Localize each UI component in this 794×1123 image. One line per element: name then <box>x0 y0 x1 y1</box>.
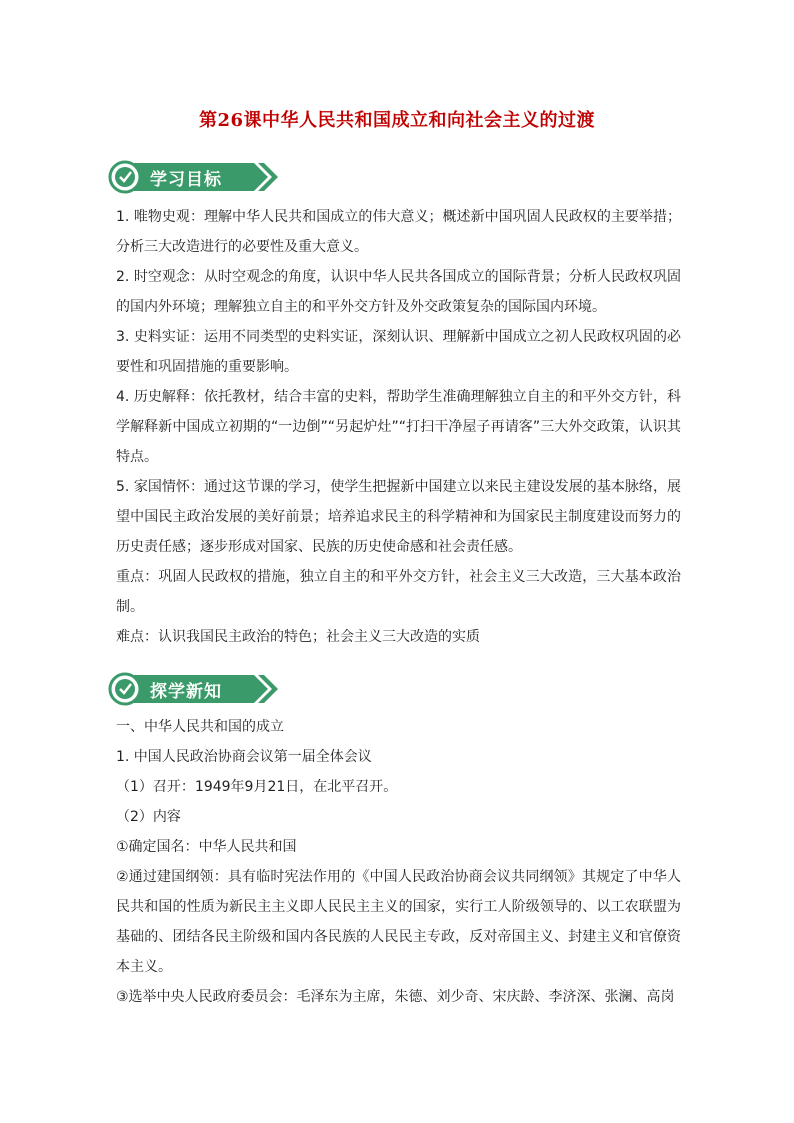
section-banner-new-knowledge <box>108 672 278 706</box>
page-title: 第26课中华人民共和国成立和向社会主义的过渡 <box>198 110 596 131</box>
content-paragraph: （1）召开：1949年9月21日，在北平召开。 <box>116 779 398 795</box>
content-paragraph: ②通过建国纲领：具有临时宪法作用的《中国人民政治协商会议共同纲领》其规定了中华人民共和国的性质为新民主主义即人民民主主义的国家，实行工人阶级领导的、以工农联盟为基础的、团结各民主阶级和国内各民族的人民民主专政，反对帝国主义、封建主义和官僚资本主义。 <box>116 869 681 975</box>
key-points-paragraph: 重点：巩固人民政权的措施，独立自主的和平外交方针，社会主义三大改造，三大基本政治制。 <box>116 569 681 615</box>
objective-paragraph: 4. 历史解释：依托教材，结合丰富的史料，帮助学生准确理解独立自主的和平外交方针，科学解释新中国成立初期的“一边倒”“另起炉灶”“打扫干净屋子再请客”三大外交政策，认识其特点。 <box>116 389 681 465</box>
content-paragraph: ③选举中央人民政府委员会：毛泽东为主席，朱德、刘少奇、宋庆龄、李济深、张澜、高岗 <box>116 989 675 1005</box>
objective-paragraph: 1. 唯物史观：理解中华人民共和国成立的伟大意义；概述新中国巩固人民政权的主要举措；分析三大改造进行的必要性及重大意义。 <box>116 209 681 255</box>
objective-paragraph: 3. 史料实证：运用不同类型的史料实证，深刻认识、理解新中国成立之初人民政权巩固的必要性和巩固措施的重要影响。 <box>116 329 681 375</box>
new-knowledge-content <box>116 712 681 1012</box>
content-paragraph: ①确定国名：中华人民共和国 <box>116 839 297 855</box>
content-paragraph: （2）内容 <box>116 809 181 825</box>
content-paragraph: 一、中华人民共和国的成立 <box>116 719 284 735</box>
section-heading: 探学新知 <box>150 682 222 702</box>
objective-paragraph: 5. 家国情怀：通过这节课的学习，使学生把握新中国建立以来民主建设发展的基本脉络，展望中国民主政治发展的美好前景；培养追求民主的科学精神和为国家民主制度建设而努力的历史责任感；逐步形成对国家、民族的历史使命感和社会责任感。 <box>116 479 681 555</box>
objective-paragraph: 2. 时空观念：从时空观念的角度，认识中华人民共各国成立的国际背景；分析人民政权巩固的国内外环境；理解独立自主的和平外交方针及外交政策复杂的国际国内环境。 <box>116 269 681 315</box>
section-heading: 学习目标 <box>150 170 222 190</box>
section-banner-objectives <box>108 160 278 194</box>
content-paragraph: 1. 中国人民政治协商会议第一届全体会议 <box>116 749 372 765</box>
difficult-points-paragraph: 难点：认识我国民主政治的特色；社会主义三大改造的实质 <box>116 629 480 645</box>
objectives-content <box>116 202 681 652</box>
